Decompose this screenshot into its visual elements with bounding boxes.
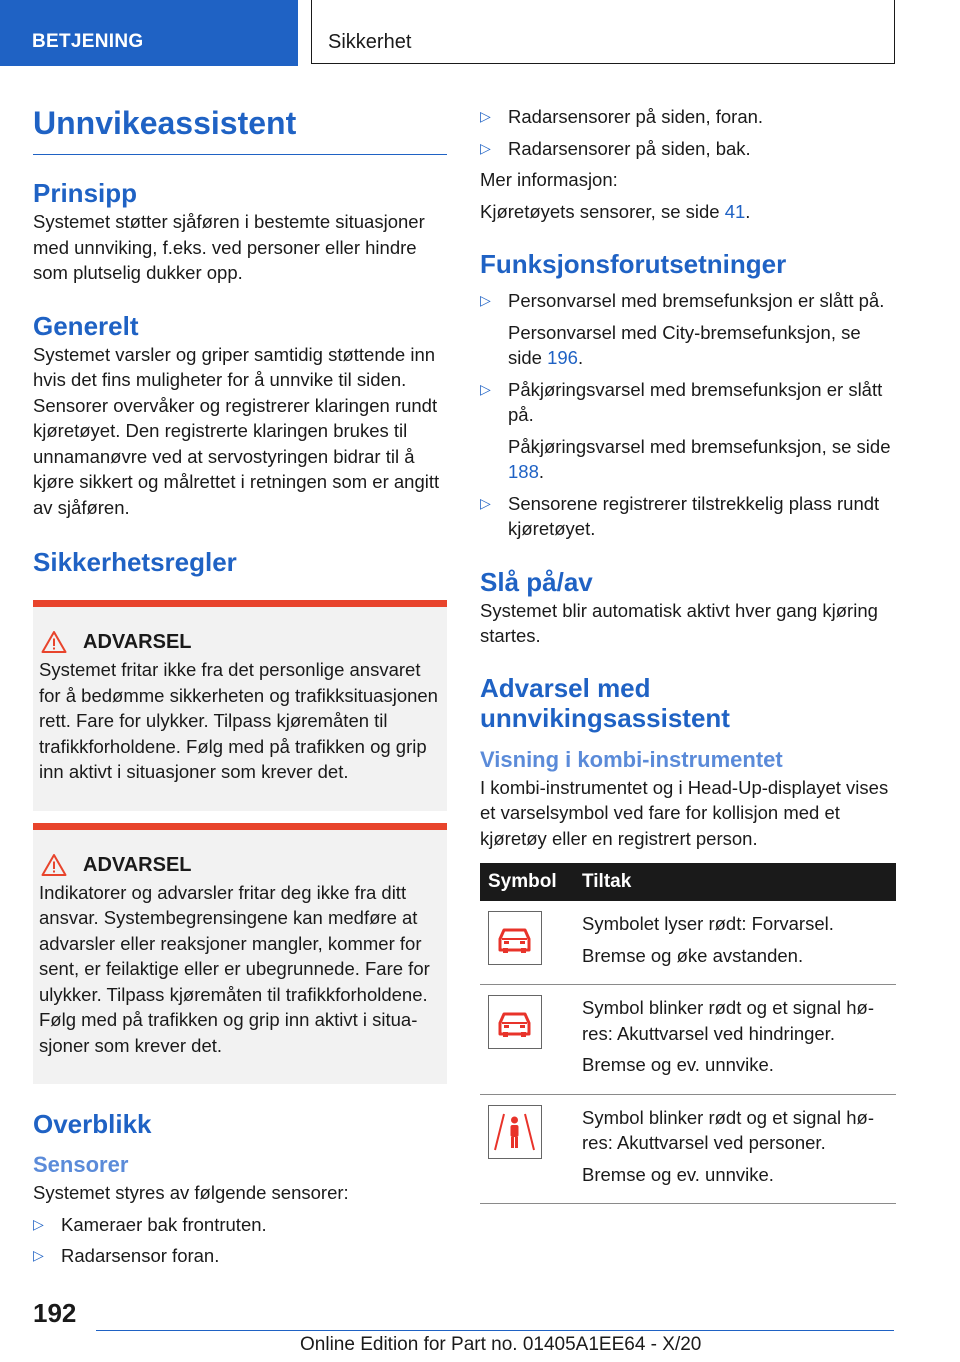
cross-reference: Påkjøringsvarsel med bremsefunksjon, se side 188. (508, 435, 891, 482)
page-link[interactable]: 196 (547, 347, 578, 368)
right-column (480, 104, 896, 1204)
table-row: Symbol blinker rødt og et signal høres: Akuttvarsel ved hindringer. Bremse og ev. unnvike. (480, 985, 896, 1095)
bullet-triangle-icon: ▷ (33, 1215, 44, 1232)
section-tab: BETJENING (0, 0, 298, 66)
sensors-reference: Kjøretøyets sensorer, se side 41. (480, 200, 751, 222)
page-number: 192 (33, 1298, 77, 1328)
table-row: Symbolet lyser rødt: Forvarsel. Bremse og øke avstanden. (480, 901, 896, 985)
edition-text: Online Edition for Part no. 01405A1EE64 - X/20 (300, 1334, 702, 1355)
bullet-triangle-icon: ▷ (480, 108, 491, 124)
list-item: ▷ Radarsensorer på siden, bak. (480, 136, 896, 162)
table-row: Symbol blinker rødt og et signal høres: Akuttvarsel ved personer. Bremse og ev. unnvike. (480, 1094, 896, 1204)
list-item: ▷ Påkjøringsvarsel med bremsefunksjon er slått på. (480, 377, 896, 428)
sensors-subheading: Sensorer (33, 1152, 129, 1177)
page-title: Unnvikeassistent (33, 100, 447, 155)
warning-title: ADVARSEL (83, 631, 192, 653)
principle-heading: Prinsipp (33, 178, 138, 208)
sensors-text: Systemet styres av følgende sensorer: (33, 1182, 349, 1203)
column-header-symbol: Symbol (480, 863, 574, 901)
page-link[interactable]: 188 (508, 461, 539, 482)
list-item: ▷ Radarsensor foran. (33, 1243, 447, 1269)
bullet-triangle-icon: ▷ (480, 139, 491, 156)
general-heading: Generelt (33, 310, 139, 341)
onoff-text: Systemet blir automatisk aktivt hver gang kjøring startes. (480, 599, 878, 646)
warning-box (33, 600, 447, 811)
warning-box (33, 823, 447, 1085)
list-item: ▷ Personvarsel med bremsefunksjon er slått på. (480, 288, 896, 314)
functional-heading: Funksjonsforutsetninger (480, 249, 787, 279)
safety-heading: Sikkerhetsregler (33, 547, 237, 577)
warning-text: Systemet fritar ikke fra det personlige ansvaret for å bedømme sikkerheten og trafikksituasjonen rett. Fare for ulykker. Tilpass kjøremåten til trafikkforholdene. Følg med på trafikken og grip inn aktivt i situasjoner som krever det. (39, 659, 438, 782)
car-warning-icon (488, 995, 542, 1049)
column-header-action: Tiltak (574, 863, 896, 901)
page-link[interactable]: 41 (724, 200, 746, 222)
warning-text: Indikatorer og advarsler fritar deg ikke fra ditt ansvar. Systembegrensingene kan medføre at advarsler eller reaksjoner mangler, kommer for sent, er feilaktige eller er ubegrunnede. Fare for ulykker. Tilpass kjøremåten til trafikkforholdene. Følg med på trafikken og grip inn aktivt i situasjoner som krever det. (39, 881, 430, 1056)
bullet-triangle-icon: ▷ (480, 292, 491, 308)
overview-heading: Overblikk (33, 1109, 152, 1139)
list-item: ▷ Sensorene registrerer tilstrekkelig plass rundt kjøretøyet. (480, 491, 896, 542)
warning-triangle-icon (41, 630, 67, 654)
bullet-triangle-icon: ▷ (33, 1247, 44, 1263)
display-text: I kombi-instrumentet og i Head-Up-displayet vises et varselsymbol ved fare for kollisjon med et kjøretøy eller en registrert person. (480, 776, 889, 849)
symbol-table (480, 863, 896, 1204)
warning-title: ADVARSEL (83, 853, 192, 876)
left-column (33, 100, 447, 1269)
principle-text: Systemet støtter sjåføren i bestemte situasjoner med unnviking, f.eks. ved personer eller hindre som plutselig dukker opp. (33, 211, 425, 283)
list-item: ▷ Kameraer bak frontruten. (33, 1212, 447, 1238)
onoff-heading: Slå på/av (480, 566, 593, 597)
chapter-title: Sikkerhet (311, 0, 895, 64)
bullet-triangle-icon: ▷ (480, 494, 491, 511)
footer-divider (96, 1330, 894, 1331)
car-warning-icon (488, 911, 542, 965)
display-subheading: Visning i kombi-instrumentet (480, 746, 783, 772)
warning-section-heading: Advarsel med unnvikingsassistent (480, 672, 730, 733)
cross-reference: Personvarsel med City-bremsefunksjon, se side 196. (508, 321, 861, 368)
general-text: Systemet varsler og griper samtidig støttende inn hvis det fins muligheter for å unnvike til siden. Sensorer overvåker og registrerer klaringen rundt kjøretøyet. Den registrerte klaringen brukes til unnamanøvre ved at servostyringen bidrar til å kjøre sikkert og målrettet i retningen som er angitt av sjåføren. (33, 343, 440, 518)
warning-triangle-icon (41, 853, 67, 877)
pedestrian-warning-icon (488, 1105, 542, 1159)
list-item: ▷ Radarsensorer på siden, foran. (480, 104, 896, 130)
bullet-triangle-icon: ▷ (480, 380, 491, 397)
more-info-label: Mer informasjon: (480, 169, 618, 190)
